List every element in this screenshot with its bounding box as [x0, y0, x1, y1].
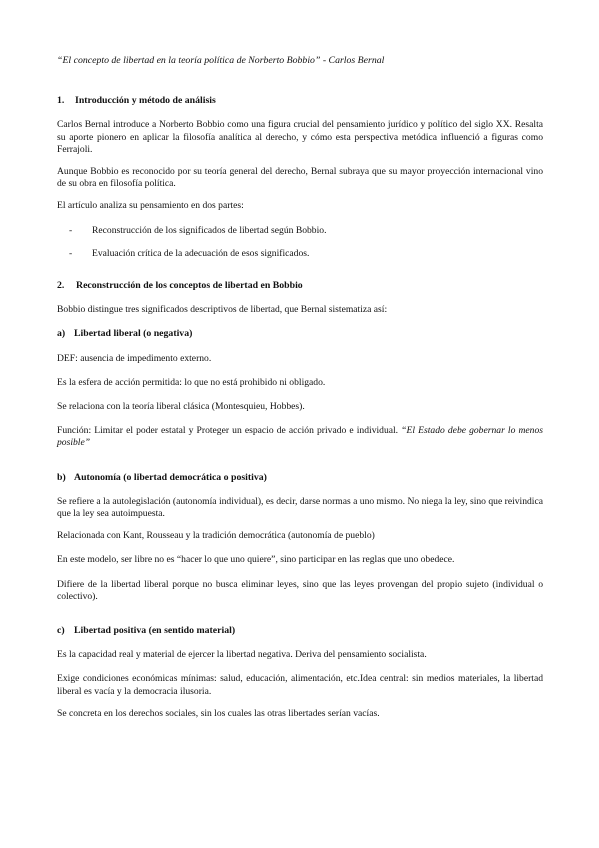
subsection-c-letter: c): [57, 625, 65, 637]
subsection-c-paragraph-2: Exige condiciones económicas mínimas: salud, educación, alimentación, etc.Idea central: sin medios materiales, la libertad liberal es vacía y la democracia ilusoria.: [57, 673, 543, 697]
list-dash: -: [69, 247, 73, 259]
subsection-b-paragraph-1: Se refiere a la autolegislación (autonomía individual), es decir, darse normas a uno mismo. No niega la ley, sino que reivindica que la ley sea autoimpuesta.: [57, 495, 543, 520]
subsection-c-paragraph-1: Es la capacidad real y material de ejercer la libertad negativa. Deriva del pensamiento socialista.: [57, 649, 427, 661]
subsection-a-letter: a): [57, 328, 66, 340]
section-1-paragraph-2: Aunque Bobbio es reconocido por su teoría general del derecho, Bernal subraya que su mayor proyección internacional vino de su obra en filosofía política.: [57, 166, 543, 190]
section-2-number: 2.: [57, 280, 65, 292]
subsection-b-heading: [57, 472, 543, 484]
list-item: [69, 225, 543, 237]
subsection-c-heading-text: Libertad positiva (en sentido material): [74, 625, 236, 637]
subsection-c-paragraph-3: Se concreta en los derechos sociales, sin los cuales las otras libertades serían vacías.: [57, 707, 380, 719]
subsection-c-heading: [57, 625, 543, 637]
document-title: “El concepto de libertad en la teoría política de Norberto Bobbio” - Carlos Bernal: [57, 55, 385, 66]
subsection-a-heading: [57, 328, 543, 340]
subsection-a-heading-text: Libertad liberal (o negativa): [74, 328, 193, 340]
section-2-heading-text: Reconstrucción de los conceptos de libertad en Bobbio: [76, 280, 303, 292]
section-1-list: [57, 225, 543, 260]
list-item-text: Reconstrucción de los significados de libertad según Bobbio.: [92, 224, 327, 236]
list-item-text: Evaluación crítica de la adecuación de esos significados.: [92, 247, 310, 259]
section-1-heading: [57, 95, 543, 107]
subsection-b-paragraph-3: En este modelo, ser libre no es “hacer lo que uno quiere”, sino participar en las reglas que uno obedece.: [57, 554, 455, 566]
subsection-a-paragraph-2: Es la esfera de acción permitida: lo que no está prohibido ni obligado.: [57, 376, 326, 388]
subsection-a-paragraph-4: [57, 425, 543, 449]
subsection-a-function-text: Función: Limitar el poder estatal y Proteger un espacio de acción privado e individual.: [57, 425, 402, 437]
subsection-b-heading-text: Autonomía (o libertad democrática o positiva): [74, 471, 267, 483]
subsection-b-paragraph-4: Difiere de la libertad liberal porque no busca eliminar leyes, sino que las leyes provengan del propio sujeto (individual o colectivo).: [57, 578, 543, 602]
subsection-a-paragraph-1: DEF: ausencia de impedimento externo.: [57, 352, 212, 364]
section-1-paragraph-3: El artículo analiza su pensamiento en dos partes:: [57, 200, 244, 212]
subsection-b-letter: b): [57, 471, 66, 483]
list-item: [69, 248, 543, 260]
section-1-number: 1.: [57, 95, 65, 107]
section-1-paragraph-1: Carlos Bernal introduce a Norberto Bobbio como una figura crucial del pensamiento jurídico y político del siglo XX. Resalta su aporte pionero en aplicar la filosofía analítica al derecho, y cómo esta perspectiva metódica influenció a figuras como Ferrajoli.: [57, 119, 543, 155]
subsection-b-paragraph-2: Relacionada con Kant, Rousseau y la tradición democrática (autonomía de pueblo): [57, 530, 375, 542]
list-dash: -: [69, 224, 73, 236]
subsection-a-quote: “El Estado debe gobernar lo menos posible”: [57, 425, 543, 449]
subsection-a-paragraph-3: Se relaciona con la teoría liberal clásica (Montesquieu, Hobbes).: [57, 401, 305, 413]
section-1-heading-text: Introducción y método de análisis: [75, 95, 216, 107]
section-2-intro: Bobbio distingue tres significados descriptivos de libertad, que Bernal sistematiza así:: [57, 304, 388, 316]
section-2-heading: [57, 280, 543, 292]
